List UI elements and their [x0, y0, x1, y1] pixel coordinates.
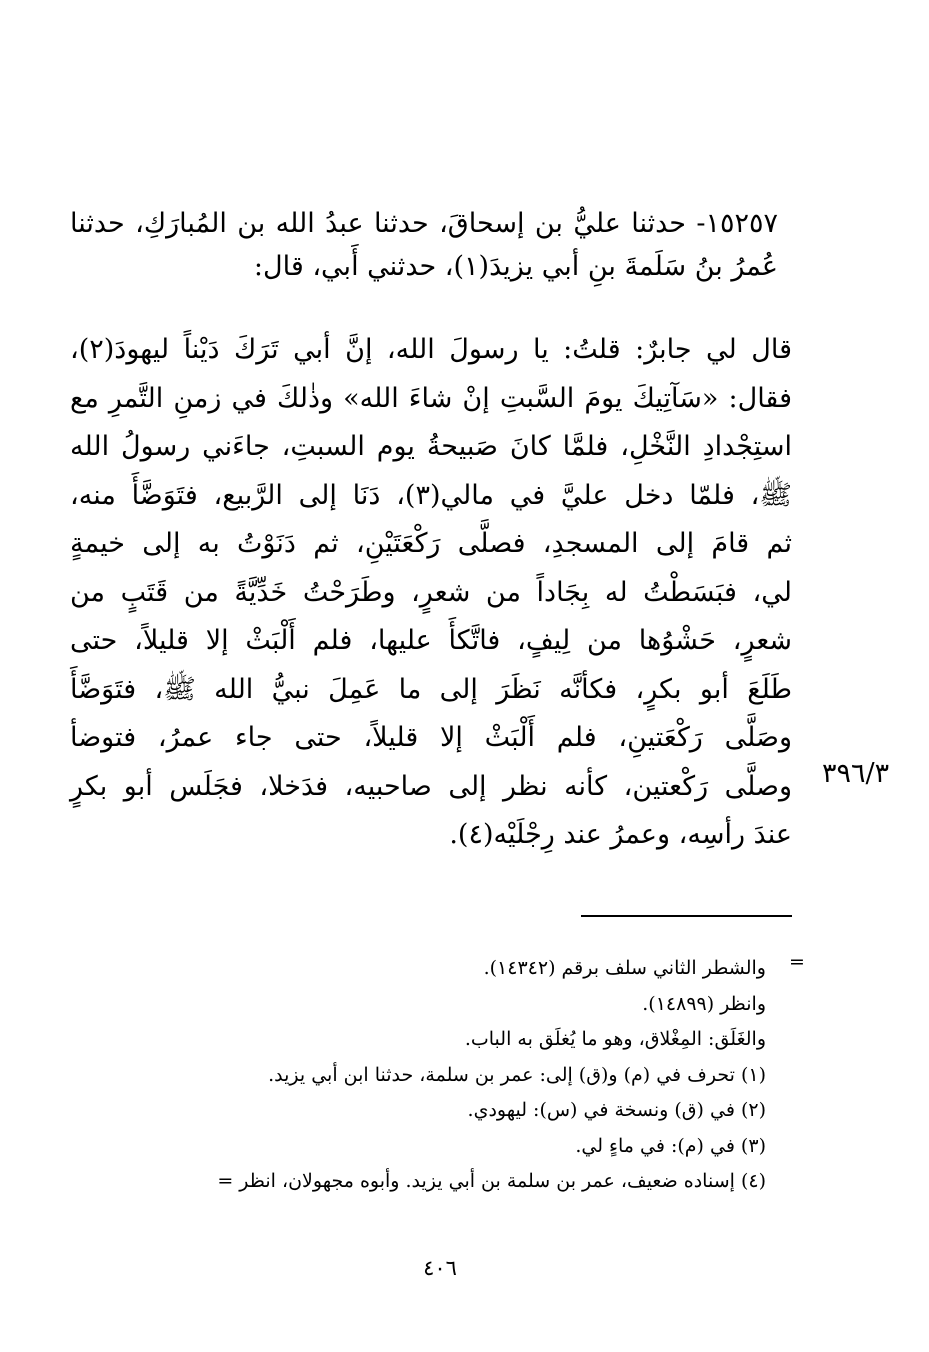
isnad-line: ١٥٢٥٧- حدثنا عليُّ بن إسحاقَ، حدثنا عبدُ الله بن المُبارَكِ، حدثنا [70, 208, 779, 239]
footnote-line: (٢) في (ق) ونسخة في (س): ليهودي. [467, 1099, 766, 1121]
matn-line: استِجْدادِ النَّخْلِ، فلمَّا كانَ صَبيحةُ يوم السبتِ، جاءَني رسولُ الله [70, 431, 792, 462]
margin-volume-page-reference: ٣٩٦/٣ [822, 758, 890, 789]
matn-line: وصَلَّى رَكْعَتينِ، فلم أَلْبَثْ إلا قليلاً، حتى جاء عمرُ، فتوضأ [70, 722, 792, 753]
footnote-line: (١) تحرف في (م) و(ق) إلى: عمر بن سلمة، حدثنا ابن أبي يزيد. [268, 1063, 766, 1086]
footnote-continuation-mark: = [789, 951, 805, 973]
matn-line: عندَ رأسِه، وعمرُ عند رِجْلَيْه(٤). [449, 819, 792, 850]
matn-line: طَلَعَ أبو بكرٍ، فكأنَّه نَظَرَ إلى ما عَمِلَ نبيُّ الله ﷺ، فتَوَضَّأَ [70, 673, 792, 705]
footnote-line: والغَلَق: المِغْلاق، وهو ما يُغلَق به الباب. [464, 1028, 766, 1050]
footnote-line: وانظر (١٤٨٩٩). [642, 992, 766, 1015]
hadith-isnad-paragraph [70, 202, 778, 288]
matn-line: شعرٍ، حَشْوُها من لِيفٍ، فاتَّكأَ عليها، فلم أَلْبَثْ إلا قليلاً، حتى [70, 625, 792, 656]
hadith-matn-paragraph [70, 326, 792, 860]
footnote-line: (٤) إسناده ضعيف، عمر بن سلمة بن أبي يزيد. وأبوه مجهولان، انظر = [217, 1170, 766, 1192]
matn-line: لي، فبَسَطْتُ له بِجَاداً من شعرٍ، وطَرَحْتُ خَدِّيَّةً من قَتَبٍ من [70, 576, 792, 608]
matn-line: ﷺ، فلمّا دخل عليَّ في مالي(٣)، دَنَا إلى الرَّبيع، فتَوَضَّأَ منه، [70, 479, 792, 511]
matn-line: وصلَّى رَكْعتين، كأنه نظر إلى صاحبيه، فدَخلا، فجَلَس أبو بكرٍ [70, 770, 792, 802]
footnote-line: والشطر الثاني سلف برقم (١٤٣٤٢). [483, 957, 766, 979]
page-number: ٤٠٦ [423, 1256, 457, 1280]
footnote-separator-rule [581, 915, 792, 917]
isnad-line: عُمرُ بنُ سَلَمةَ بنِ أبي يزيدَ(١)، حدثني أَبي، قال: [253, 251, 778, 282]
footnotes-block [76, 951, 766, 1200]
matn-line: ثم قامَ إلى المسجدِ، فصلَّى رَكْعَتَيْنِ، ثم دَنَوْتُ به إلى خيمةٍ [70, 528, 792, 559]
matn-line: قال لي جابرٌ: قلتُ: يا رسولَ الله، إنَّ أبي تَرَكَ دَيْناً ليهودَ(٢)، [70, 334, 792, 365]
matn-line: فقال: «سَآتِيكَ يومَ السَّبتِ إنْ شاءَ الله» وذٰلكَ في زمنِ التَّمرِ مع [70, 382, 792, 414]
footnote-line: (٣) في (م): في ماءٍ لي. [575, 1134, 766, 1157]
